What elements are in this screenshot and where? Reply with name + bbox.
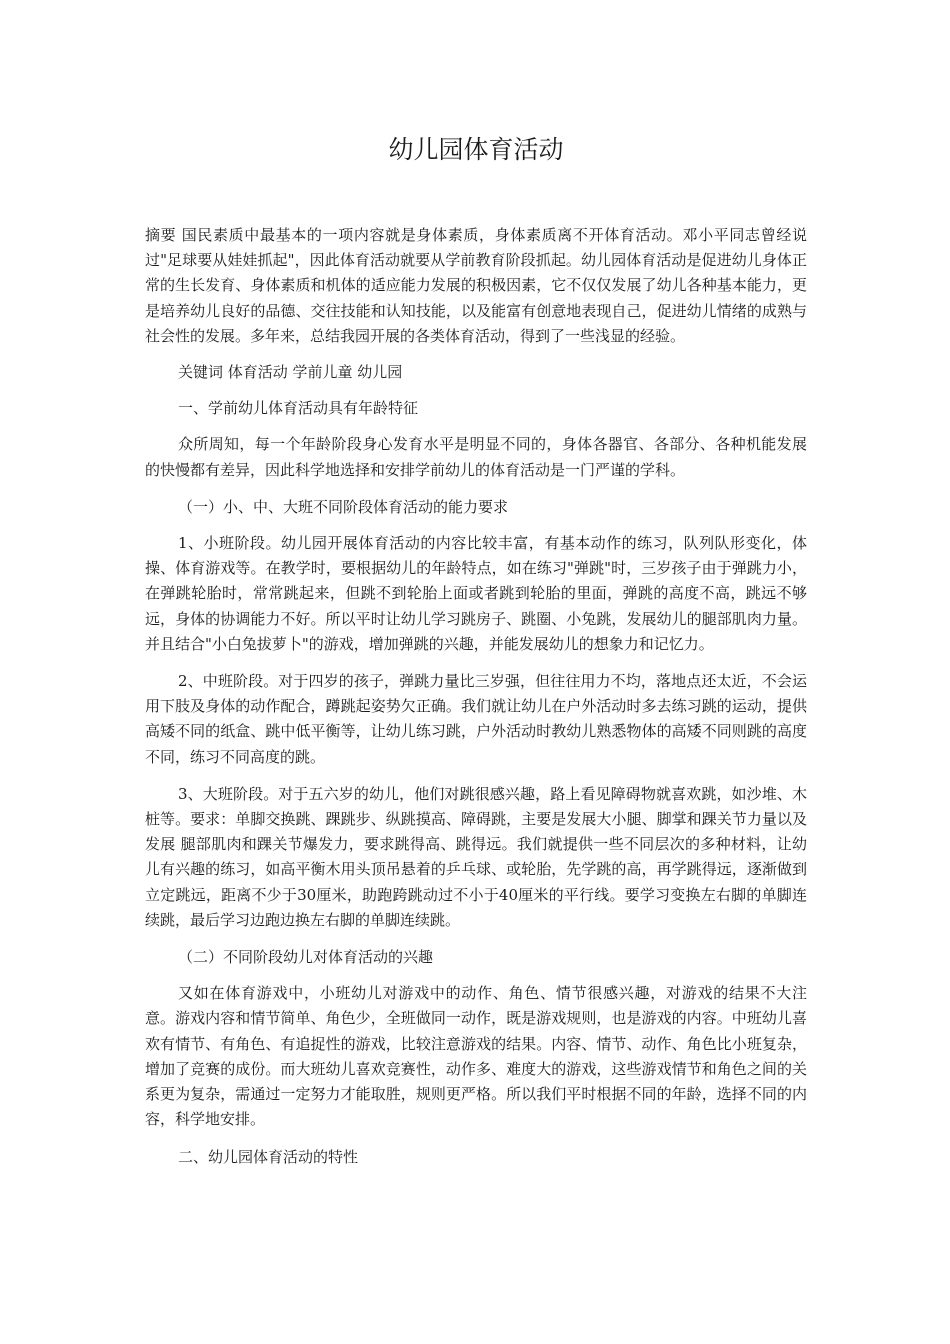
subsection-heading-1: （一）小、中、大班不同阶段体育活动的能力要求 [178, 497, 509, 516]
interest-paragraph: 又如在体育游戏中，小班幼儿对游戏中的动作、角色、情节很感兴趣，对游戏的结果不大注意。游戏内容和情节简单、角色少，全班做同一动作，既是游戏规则，也是游戏的内容。中班幼儿喜欢有情节、有角色、有追捉性的游戏，比较注意游戏的结果。内容、情节、动作、角色比小班复杂，增加了竞赛的成份。而大班幼儿喜欢竞赛性，动作多、难度大的游戏，这些游戏情节和角色之间的关系更为复杂，需通过一定努力才能取胜，规则更严格。所以我们平时根据不同的年龄，选择不同的内容，科学地安排。 [145, 984, 807, 1129]
large-class-paragraph: 3、大班阶段。对于五六岁的幼儿，他们对跳很感兴趣，路上看见障碍物就喜欢跳，如沙堆、木桩等。要求：单脚交换跳、踝跳步、纵跳摸高、障碍跳，主要是发展大小腿、脚掌和踝关节力量以及发展 腿部肌肉和踝关节爆发力，要求跳得高、跳得远。我们就提供一些不同层次的多种材料，让幼儿有兴趣的练习，如高平衡木用头顶吊悬着的乒乓球、或轮胎，先学跳的高，再学跳得远，逐渐做到立定跳远，距离不少于30厘米，助跑跨跳动过不小于40厘米的平行线。要学习变换左右脚的单脚连续跳，最后学习边跑边换左右脚的单脚连续跳。 [145, 784, 807, 929]
keywords-line: 关键词 体育活动 学前儿童 幼儿园 [178, 363, 403, 382]
document-body [145, 223, 807, 1181]
section-heading-1: 一、学前幼儿体育活动具有年龄特征 [178, 399, 419, 418]
document-title: 幼儿园体育活动 [388, 135, 564, 164]
abstract-paragraph: 摘要 国民素质中最基本的一项内容就是身体素质，身体素质离不开体育活动。邓小平同志曾经说过"足球要从娃娃抓起"，因此体育活动就要从学前教育阶段抓起。幼儿园体育活动是促进幼儿身体正常的生长发育、身体素质和机体的适应能力发展的积极因素，它不仅仅发展了幼儿各种基本能力，更是培养幼儿良好的品德、交往技能和认知技能，以及能富有创意地表现自己，促进幼儿情绪的成熟与社会性的发展。多年来，总结我园开展的各类体育活动，得到了一些浅显的经验。 [145, 226, 807, 345]
small-class-paragraph: 1、小班阶段。幼儿园开展体育活动的内容比较丰富，有基本动作的练习，队列队形变化，体操、体育游戏等。在教学时，要根据幼儿的年龄特点，如在练习"弹跳"时，三岁孩子由于弹跳力小，在弹跳轮胎时，常常跳起来，但跳不到轮胎上面或者跳到轮胎的里面，弹跳的高度不高，跳远不够远，身体的协调能力不好。所以平时让幼儿学习跳房子、跳圈、小兔跳，发展幼儿的腿部肌肉力量。并且结合"小白兔拔萝卜"的游戏，增加弹跳的兴趣，并能发展幼儿的想象力和记忆力。 [145, 534, 807, 653]
section-1-intro-paragraph: 众所周知，每一个年龄阶段身心发育水平是明显不同的，身体各器官、各部分、各种机能发展的快慢都有差异，因此科学地选择和安排学前幼儿的体育活动是一门严谨的学科。 [145, 435, 807, 479]
middle-class-paragraph: 2、中班阶段。对于四岁的孩子，弹跳力量比三岁强，但往往用力不均，落地点还太近，不会运用下肢及身体的动作配合，蹲跳起姿势欠正确。我们就让幼儿在户外活动时多去练习跳的运动，提供高矮不同的纸盒、跳中低平衡等，让幼儿练习跳，户外活动时教幼儿熟悉物体的高矮不同则跳的高度不同，练习不同高度的跳。 [145, 672, 807, 766]
subsection-heading-2: （二）不同阶段幼儿对体育活动的兴趣 [178, 948, 434, 967]
section-heading-2: 二、幼儿园体育活动的特性 [178, 1147, 359, 1166]
